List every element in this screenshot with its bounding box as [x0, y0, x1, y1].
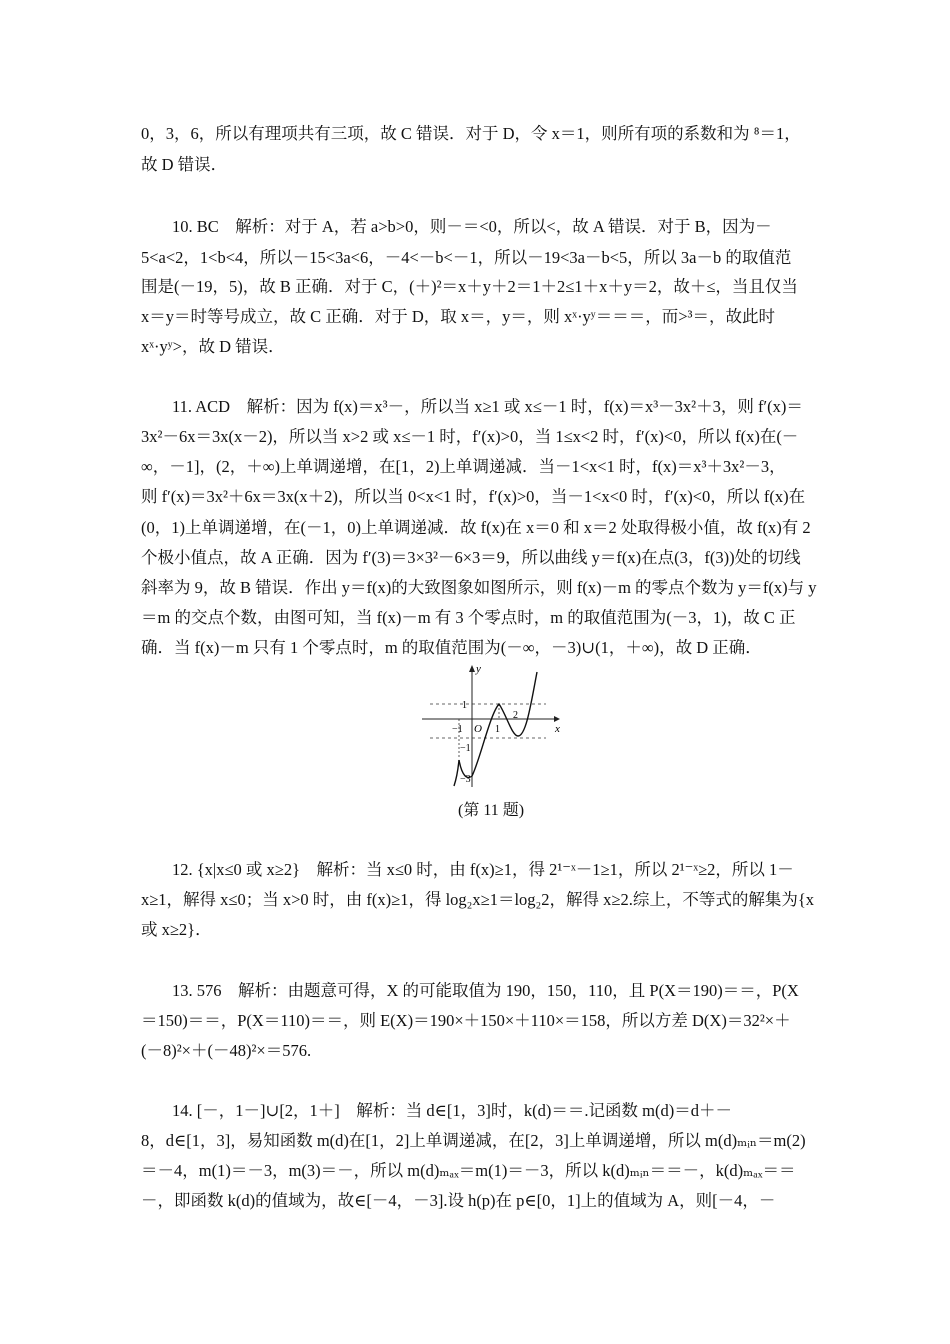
text-line: －，即函数 k(d)的值域为，故∈[－4，－3].设 h(p)在 p∈[0，1]上的值域为 A，则[－4，－	[141, 1191, 776, 1210]
text-line: 13. 576 解析：由题意可得，X 的可能取值为 190，150，110，且 P(X＝190)＝＝，P(X	[172, 981, 799, 1000]
text-line: 围是(－19，5)，故 B 正确．对于 C，(＋)²＝x＋y＋2＝1＋2≤1＋x＋y＝2，故＋≤，当且仅当	[141, 277, 798, 296]
curve-left-branch	[454, 760, 459, 786]
text-line: ＝m 的交点个数，由图可知，当 f(x)－m 有 3 个零点时，m 的取值范围为(－3，1)，故 C 正	[141, 608, 796, 627]
text-line: x≥1，解得 x≤0；当 x>0 时，由 f(x)≥1，得 log₂x≥1＝log₂2，解得 x≥2.综上，不等式的解集为{x	[141, 890, 815, 909]
tick-label-x2: 2	[513, 710, 518, 721]
text-line: 11. ACD 解析：因为 f(x)＝x³－，所以当 x≥1 或 x≤－1 时，f(x)＝x³－3x²＋3，则 f′(x)＝	[172, 397, 803, 416]
figure-caption: (第 11 题)	[458, 802, 525, 819]
text-line: (0，1)上单调递增，在(－1，0)上单调递减．故 f(x)在 x＝0 和 x＝2 处取得极小值，故 f(x)有 2	[141, 518, 811, 537]
text-line: 斜率为 9，故 B 错误．作出 y＝f(x)的大致图象如图所示，则 f(x)－m 的零点个数为 y＝f(x)与 y	[141, 578, 817, 597]
text-line: 14. [－，1－]∪[2，1＋] 解析：当 d∈[1，3]时，k(d)＝＝.记函数 m(d)＝d＋－	[172, 1101, 732, 1120]
text-line: ∞，－1]，(2，＋∞)上单调递增，在[1，2)上单调递减．当－1<x<1 时，f(x)＝x³＋3x²－3，	[141, 457, 786, 476]
text-line: 故 D 错误．	[141, 155, 228, 174]
text-line: 0，3，6，所以有理项共有三项，故 C 错误．对于 D，令 x＝1，则所有项的系数和为 ⁸＝1，	[141, 124, 801, 143]
text-line: x＝y＝时等号成立，故 C 正确．对于 D，取 x＝，y＝，则 xˣ·yʸ＝＝＝，而>³＝，故此时	[141, 307, 775, 326]
text-line: ＝150)＝＝，P(X＝110)＝＝，则 E(X)＝190×＋150×＋110×＝158，所以方差 D(X)＝32²×＋	[141, 1011, 791, 1030]
text-line: 确．当 f(x)－m 只有 1 个零点时，m 的取值范围为(－∞，－3)∪(1，＋∞)，故 D 正确．	[141, 638, 762, 657]
y-axis-arrow	[469, 665, 475, 672]
text-line: 或 x≥2}．	[141, 920, 212, 939]
origin-label: O	[474, 723, 482, 735]
text-line: 8，d∈[1，3]，易知函数 m(d)在[1，2]上单调递减，在[2，3]上单调递增，所以 m(d)ₘᵢₙ＝m(2)	[141, 1131, 806, 1150]
text-line: 个极小值点，故 A 正确．因为 f′(3)＝3×3²－6×3＝9，所以曲线 y＝f(x)在点(3，f(3))处的切线	[141, 548, 801, 567]
function-graph-figure	[422, 662, 562, 792]
text-line: 10. BC 解析：对于 A，若 a>b>0，则－＝<0，所以<，故 A 错误．对于 B，因为－	[172, 217, 772, 236]
text-line: (－8)²×＋(－48)²×＝576.	[141, 1041, 312, 1060]
tick-label-x1: 1	[495, 724, 500, 735]
tick-label-y1: 1	[462, 700, 467, 711]
text-line: ＝－4，m(1)＝－3，m(3)＝－，所以 m(d)ₘₐₓ＝m(1)＝－3，所以 k(d)ₘᵢₙ＝＝－，k(d)ₘₐₓ＝＝	[141, 1161, 796, 1180]
x-axis-arrow	[554, 716, 560, 722]
text-line: 12. {x|x≤0 或 x≥2} 解析：当 x≤0 时，由 f(x)≥1，得 2¹⁻ˣ－1≥1，所以 2¹⁻ˣ≥2，所以 1－	[172, 860, 794, 879]
text-line: xˣ·yʸ>，故 D 错误．	[141, 337, 285, 356]
tick-label-y-1: −1	[460, 743, 471, 754]
x-label: x	[555, 723, 560, 735]
text-line: 3x²－6x＝3x(x－2)，所以当 x>2 或 x≤－1 时，f′(x)>0，当 1≤x<2 时，f′(x)<0，所以 f(x)在(－	[141, 427, 799, 446]
text-line: 5<a<2，1<b<4，所以－15<3a<6，－4<－b<－1，所以－19<3a－b<5，所以 3a－b 的取值范	[141, 248, 792, 267]
tick-label-x-1: −1	[452, 724, 463, 735]
tick-label-y-3: −3	[460, 774, 471, 785]
y-label: y	[476, 663, 481, 675]
text-line: 则 f′(x)＝3x²＋6x＝3x(x＋2)，所以当 0<x<1 时，f′(x)>0，当－1<x<0 时，f′(x)<0，所以 f(x)在	[141, 487, 806, 506]
